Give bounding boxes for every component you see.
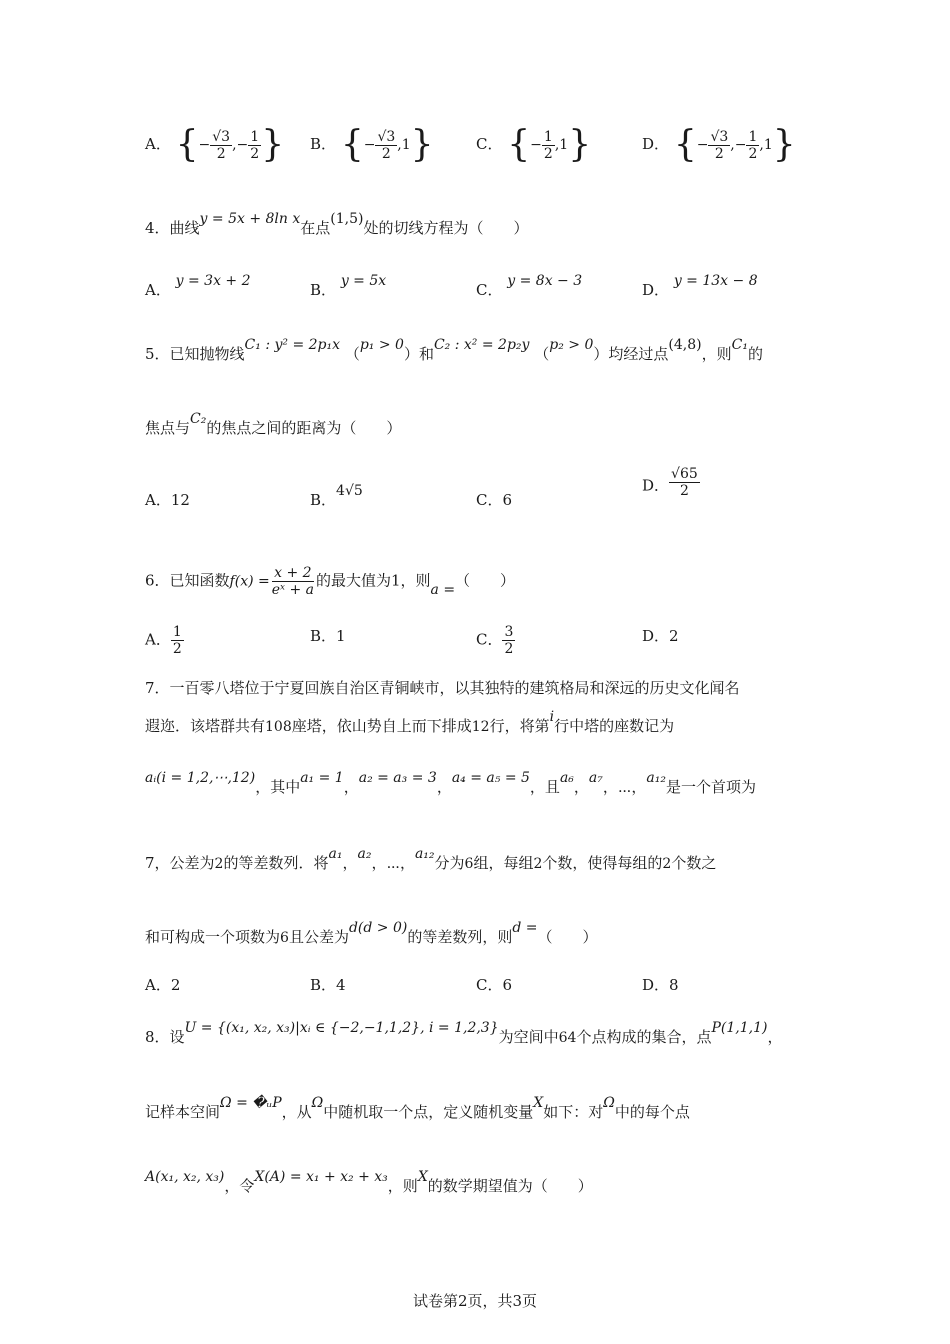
q5-stem-line1: 5．已知抛物线C₁ : y² = 2p₁x （p₁ > 0）和C₂ : x² = 2p₂y （p₂ > 0）均经过点(4,8)，则C₁的 <box>145 337 763 363</box>
q5-stem-line2: 焦点与C₂的焦点之间的距离为（ ） <box>145 411 402 437</box>
q6-option-d[interactable]: D．2 <box>642 627 679 645</box>
q7-stem-line3: aᵢ(i = 1,2,⋯,12)，其中a₁ = 1，a₂ = a₃ = 3，a₄ = a₅ = 5，且a₆，a₇，⋯，a₁₂是一个首项为 <box>145 770 756 796</box>
q3-option-b[interactable]: B． {− $\frac{√3}{2}$ ,1} <box>310 124 434 165</box>
q8-stem-line3: A(x₁, x₂, x₃)，令X(A) = x₁ + x₂ + x₃，则X的数学期望值为（ ） <box>145 1169 593 1195</box>
q6-option-a[interactable]: A． $\frac{1}{2}$ <box>145 624 182 657</box>
page-footer: 试卷第2页，共3页 <box>412 1292 538 1310</box>
q7-stem-line4: 7，公差为2的等差数列．将a₁，a₂，⋯，a₁₂分为6组，每组2个数，使得每组的2个数之 <box>145 846 717 872</box>
q7-option-d[interactable]: D．8 <box>642 976 679 994</box>
q8-stem-line2: 记样本空间Ω = �ᵤP，从Ω中随机取一个点，定义随机变量X如下：对Ω中的每个点 <box>145 1095 690 1121</box>
q7-stem-line2: 遐迩．该塔群共有108座塔，依山势自上而下排成12行，将第i行中塔的座数记为 <box>145 709 675 735</box>
q7-option-b[interactable]: B．4 <box>310 976 346 994</box>
q7-stem-line1: 7．一百零八塔位于宁夏回族自治区青铜峡市，以其独特的建筑格局和深远的历史文化闻名 <box>145 679 740 697</box>
q6-stem: 6．已知函数f(x) = $\frac{x + 2}{\text{eˣ + a}}$ 的最大值为1，则a =（ ） <box>145 565 516 598</box>
q3-option-d[interactable]: D． {− $\frac{√3}{2}$ ,− $\frac{1}{2}$ ,1} <box>642 124 796 165</box>
q4-stem: 4．曲线y = 5x + 8ln x在点(1,5)处的切线方程为（ ） <box>145 211 529 237</box>
q8-stem-line1: 8．设U = {(x₁, x₂, x₃)|xᵢ ∈ {−2,−1,1,2}, i = 1,2,3}为空间中64个点构成的集合，点P(1,1,1)， <box>145 1020 783 1046</box>
q4-option-c[interactable]: C． y = 8x − 3 <box>476 273 583 299</box>
q4-option-d[interactable]: D． y = 13x − 8 <box>642 273 758 299</box>
q3-option-a[interactable]: A． {− $\frac{√3}{2}$ ,− $\frac{1}{2}$ } <box>145 124 285 165</box>
q5-option-d[interactable]: D． $\frac{√65}{2}$ <box>642 466 698 499</box>
q5-option-b[interactable]: B．4√5 <box>310 483 363 509</box>
q3-option-c[interactable]: C． {− $\frac{1}{2}$ ,1} <box>476 124 592 165</box>
q5-option-a[interactable]: A．12 <box>145 491 190 509</box>
q6-option-b[interactable]: B．1 <box>310 627 346 645</box>
q6-option-c[interactable]: C． $\frac{3}{2}$ <box>476 624 514 657</box>
q4-option-b[interactable]: B． y = 5x <box>310 273 387 299</box>
q7-option-a[interactable]: A．2 <box>145 976 181 994</box>
q7-option-c[interactable]: C．6 <box>476 976 513 994</box>
q4-option-a[interactable]: A． y = 3x + 2 <box>145 273 251 299</box>
q5-option-c[interactable]: C．6 <box>476 491 513 509</box>
q7-stem-line5: 和可构成一个项数为6且公差为d(d > 0)的等差数列，则d =（ ） <box>145 920 598 946</box>
